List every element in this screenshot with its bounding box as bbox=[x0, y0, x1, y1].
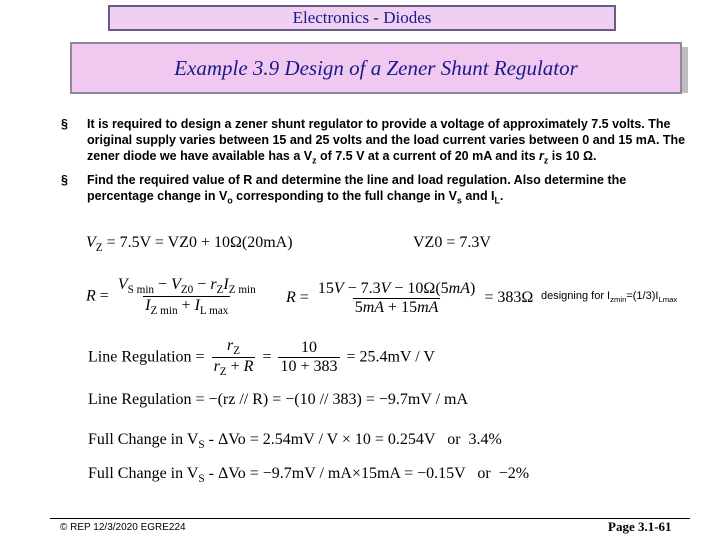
bullet-marker: § bbox=[61, 172, 68, 187]
bullet-item-1: § It is required to design a zener shunt regulator to provide a voltage of approximately 7.5 volts. The original supply varies between 15 and 25 volts and the load current varies between 0 and 15 mA. The zener diode we have available has a $V_z$ of 7.5 V at a current of 20 mA and its $r_z$ is 10 Ω. bbox=[61, 117, 686, 166]
fraction: $\frac{r_Z}{r_Z + R}$ bbox=[213, 337, 254, 379]
equation-r-numeric: R = $\frac{15V - 7.3V - 10\Omega(5mA)}{5mA + 15mA}$ = 383Ω bbox=[286, 280, 534, 316]
fraction: $\frac{V_{S min} - V_{Z0} - r_ZI_{Z min}}{I_{Z min} + I_{L max}}$ bbox=[117, 276, 256, 318]
equation-load-regulation: Line Regulation = −(rz // R) = −(10 // 383) = −9.7mV / mA bbox=[88, 391, 469, 408]
footer-divider bbox=[50, 518, 690, 519]
equation-full-change-vs: Full Change in $V_S - \Delta Vo = 2.54mV / V \times 10 = 0.254V$ or 3.4% bbox=[88, 431, 502, 452]
equation-vz0: VZ0 = 7.3V bbox=[413, 234, 491, 251]
header-title: Electronics - Diodes bbox=[108, 5, 616, 31]
bullet-marker: § bbox=[61, 117, 68, 131]
page-number: Page 3.1-61 bbox=[608, 519, 672, 534]
equation-r-general: R = $\frac{V_{S min} - V_{Z0} - r_ZI_{Z min}}{I_{Z min} + I_{L max}}$ bbox=[86, 276, 256, 318]
footer-copyright: © REP 12/3/2020 EGRE224 bbox=[60, 522, 186, 533]
bullet-item-2: § Find the required value of R and determine the line and load regulation. Also determine the percentage change in $V_o$ corresponding to the full change in $V_s$ and $I_L$. bbox=[61, 172, 627, 205]
fraction: $\frac{15V - 7.3V - 10\Omega(5mA)}{5mA + 15mA}$ bbox=[317, 280, 476, 316]
fraction: $\frac{10}{10 + 383}$ bbox=[280, 339, 338, 376]
equation-line-regulation: Line Regulation = $\frac{r_Z}{r_Z + R}$ = $\frac{10}{10 + 383}$ = 25.4mV / V bbox=[88, 337, 435, 379]
bullet-list bbox=[61, 116, 686, 211]
slide-title: Example 3.9 Design of a Zener Shunt Regulator bbox=[70, 42, 682, 94]
equation-full-change-il: Full Change in $V_S - \Delta Vo = -9.7mV / mA\times 15mA = -0.15V$ or −2% bbox=[88, 465, 530, 486]
equation-vz: $V_Z = 7.5V = VZ0 + 10\Omega(20mA)$ bbox=[86, 234, 293, 255]
design-note: designing for $I_{zmin}=(1/3)I_{Lmax}$ bbox=[541, 290, 678, 305]
